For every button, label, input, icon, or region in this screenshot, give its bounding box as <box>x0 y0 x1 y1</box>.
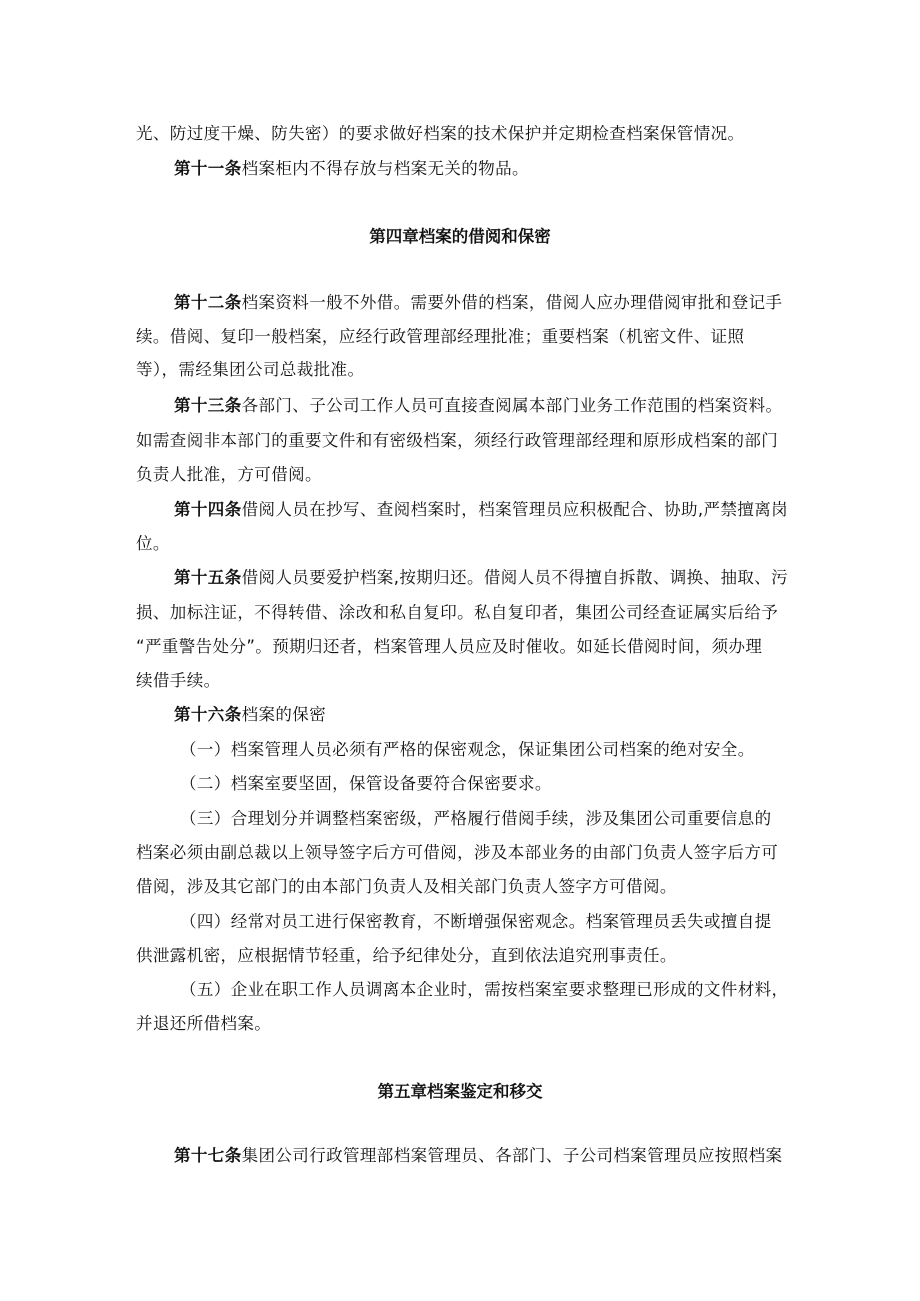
body-line <box>136 533 170 555</box>
clause-line <box>180 979 788 1001</box>
clause-line <box>180 911 772 933</box>
clause-line <box>180 773 552 795</box>
article-line <box>174 158 529 180</box>
body-line <box>136 1013 271 1035</box>
body-text: 档案的保密 <box>241 705 327 724</box>
clause-line <box>180 808 772 830</box>
body-line <box>136 670 221 692</box>
body-line <box>136 602 778 624</box>
body-line <box>136 326 744 348</box>
body-text: 各部门、子公司工作人员可直接查阅属本部门业务工作范围的档案资料。 <box>241 396 783 415</box>
body-text: 负责人批准，方可借阅。 <box>136 465 322 484</box>
body-text: 供泄露机密，应根据情节轻重，给予纪律处分，直到依法追究刑事责任。 <box>136 946 677 965</box>
body-text: 档案资料一般不外借。需要外借的档案，借阅人应办理借阅审批和登记手 <box>241 293 783 312</box>
article-line <box>174 395 782 417</box>
article-line <box>174 499 788 521</box>
body-text: （一）档案管理人员必须有严格的保密观念，保证集团公司档案的绝对安全。 <box>180 740 755 759</box>
body-text: 续借手续。 <box>136 671 221 690</box>
body-text: 损、加标注证，不得转借、涂改和私自复印。私自复印者，集团公司经查证属实后给予 <box>136 603 779 622</box>
article-label: 第十五条 <box>174 568 242 587</box>
body-text: 光、防过度干燥、防失密）的要求做好档案的技术保护并定期检查档案保管情况。 <box>136 124 745 143</box>
article-label: 第十六条 <box>174 705 242 724</box>
article-label: 第十七条 <box>174 1146 242 1165</box>
article-label: 第十一条 <box>174 159 242 178</box>
body-line <box>136 430 778 452</box>
article-line <box>174 704 326 726</box>
chapter-heading: 第四章档案的借阅和保密 <box>369 227 551 246</box>
body-text: 档案柜内不得存放与档案无关的物品。 <box>241 159 529 178</box>
body-text: 位。 <box>136 534 170 553</box>
body-text: （五）企业在职工作人员调离本企业时，需按档案室要求整理已形成的文件材料， <box>180 980 789 999</box>
body-text: 等），需经集团公司总裁批准。 <box>136 360 365 379</box>
body-line <box>136 945 677 967</box>
body-line <box>136 359 364 381</box>
body-text: 续。借阅、复印一般档案，应经行政管理部经理批准；重要档案（机密文件、证照 <box>136 327 745 346</box>
article-label: 第十三条 <box>174 396 242 415</box>
body-text: 并退还所借档案。 <box>136 1014 272 1033</box>
body-text: 如需查阅非本部门的重要文件和有密级档案，须经行政管理部经理和原形成档案的部门 <box>136 431 779 450</box>
body-line <box>136 842 778 864</box>
body-text: 集团公司行政管理部档案管理员、各部门、子公司档案管理员应按照档案 <box>241 1146 783 1165</box>
body-text: 档案必须由副总裁以上领导签字后方可借阅，涉及本部业务的由部门负责人签字后方可 <box>136 843 779 862</box>
article-line <box>174 292 782 314</box>
body-text: “严重警告处分”。预期归还者，档案管理人员应及时催收。如延长借阅时间，须办理 <box>136 637 763 656</box>
body-text: （三）合理划分并调整档案密级，严格履行借阅手续，涉及集团公司重要信息的 <box>180 809 772 828</box>
article-label: 第十四条 <box>174 500 242 519</box>
body-text: 借阅人员要爱护档案,按期归还。借阅人员不得擅自拆散、调换、抽取、污 <box>241 568 789 587</box>
clause-line <box>180 739 755 761</box>
body-line <box>136 464 322 486</box>
body-line <box>136 636 762 658</box>
chapter-heading: 第五章档案鉴定和移交 <box>377 1082 543 1101</box>
article-line <box>174 567 788 589</box>
body-text: 借阅人员在抄写、查阅档案时，档案管理员应积极配合、协助,严禁擅离岗 <box>241 500 789 519</box>
body-line <box>136 123 744 145</box>
body-line <box>136 876 677 898</box>
article-line <box>174 1145 782 1167</box>
body-text: 借阅，涉及其它部门的由本部门负责人及相关部门负责人签字方可借阅。 <box>136 877 677 896</box>
body-text: （二）档案室要坚固，保管设备要符合保密要求。 <box>180 774 552 793</box>
body-text: （四）经常对员工进行保密教育，不断增强保密观念。档案管理员丢失或擅自提 <box>180 912 772 931</box>
article-label: 第十二条 <box>174 293 242 312</box>
